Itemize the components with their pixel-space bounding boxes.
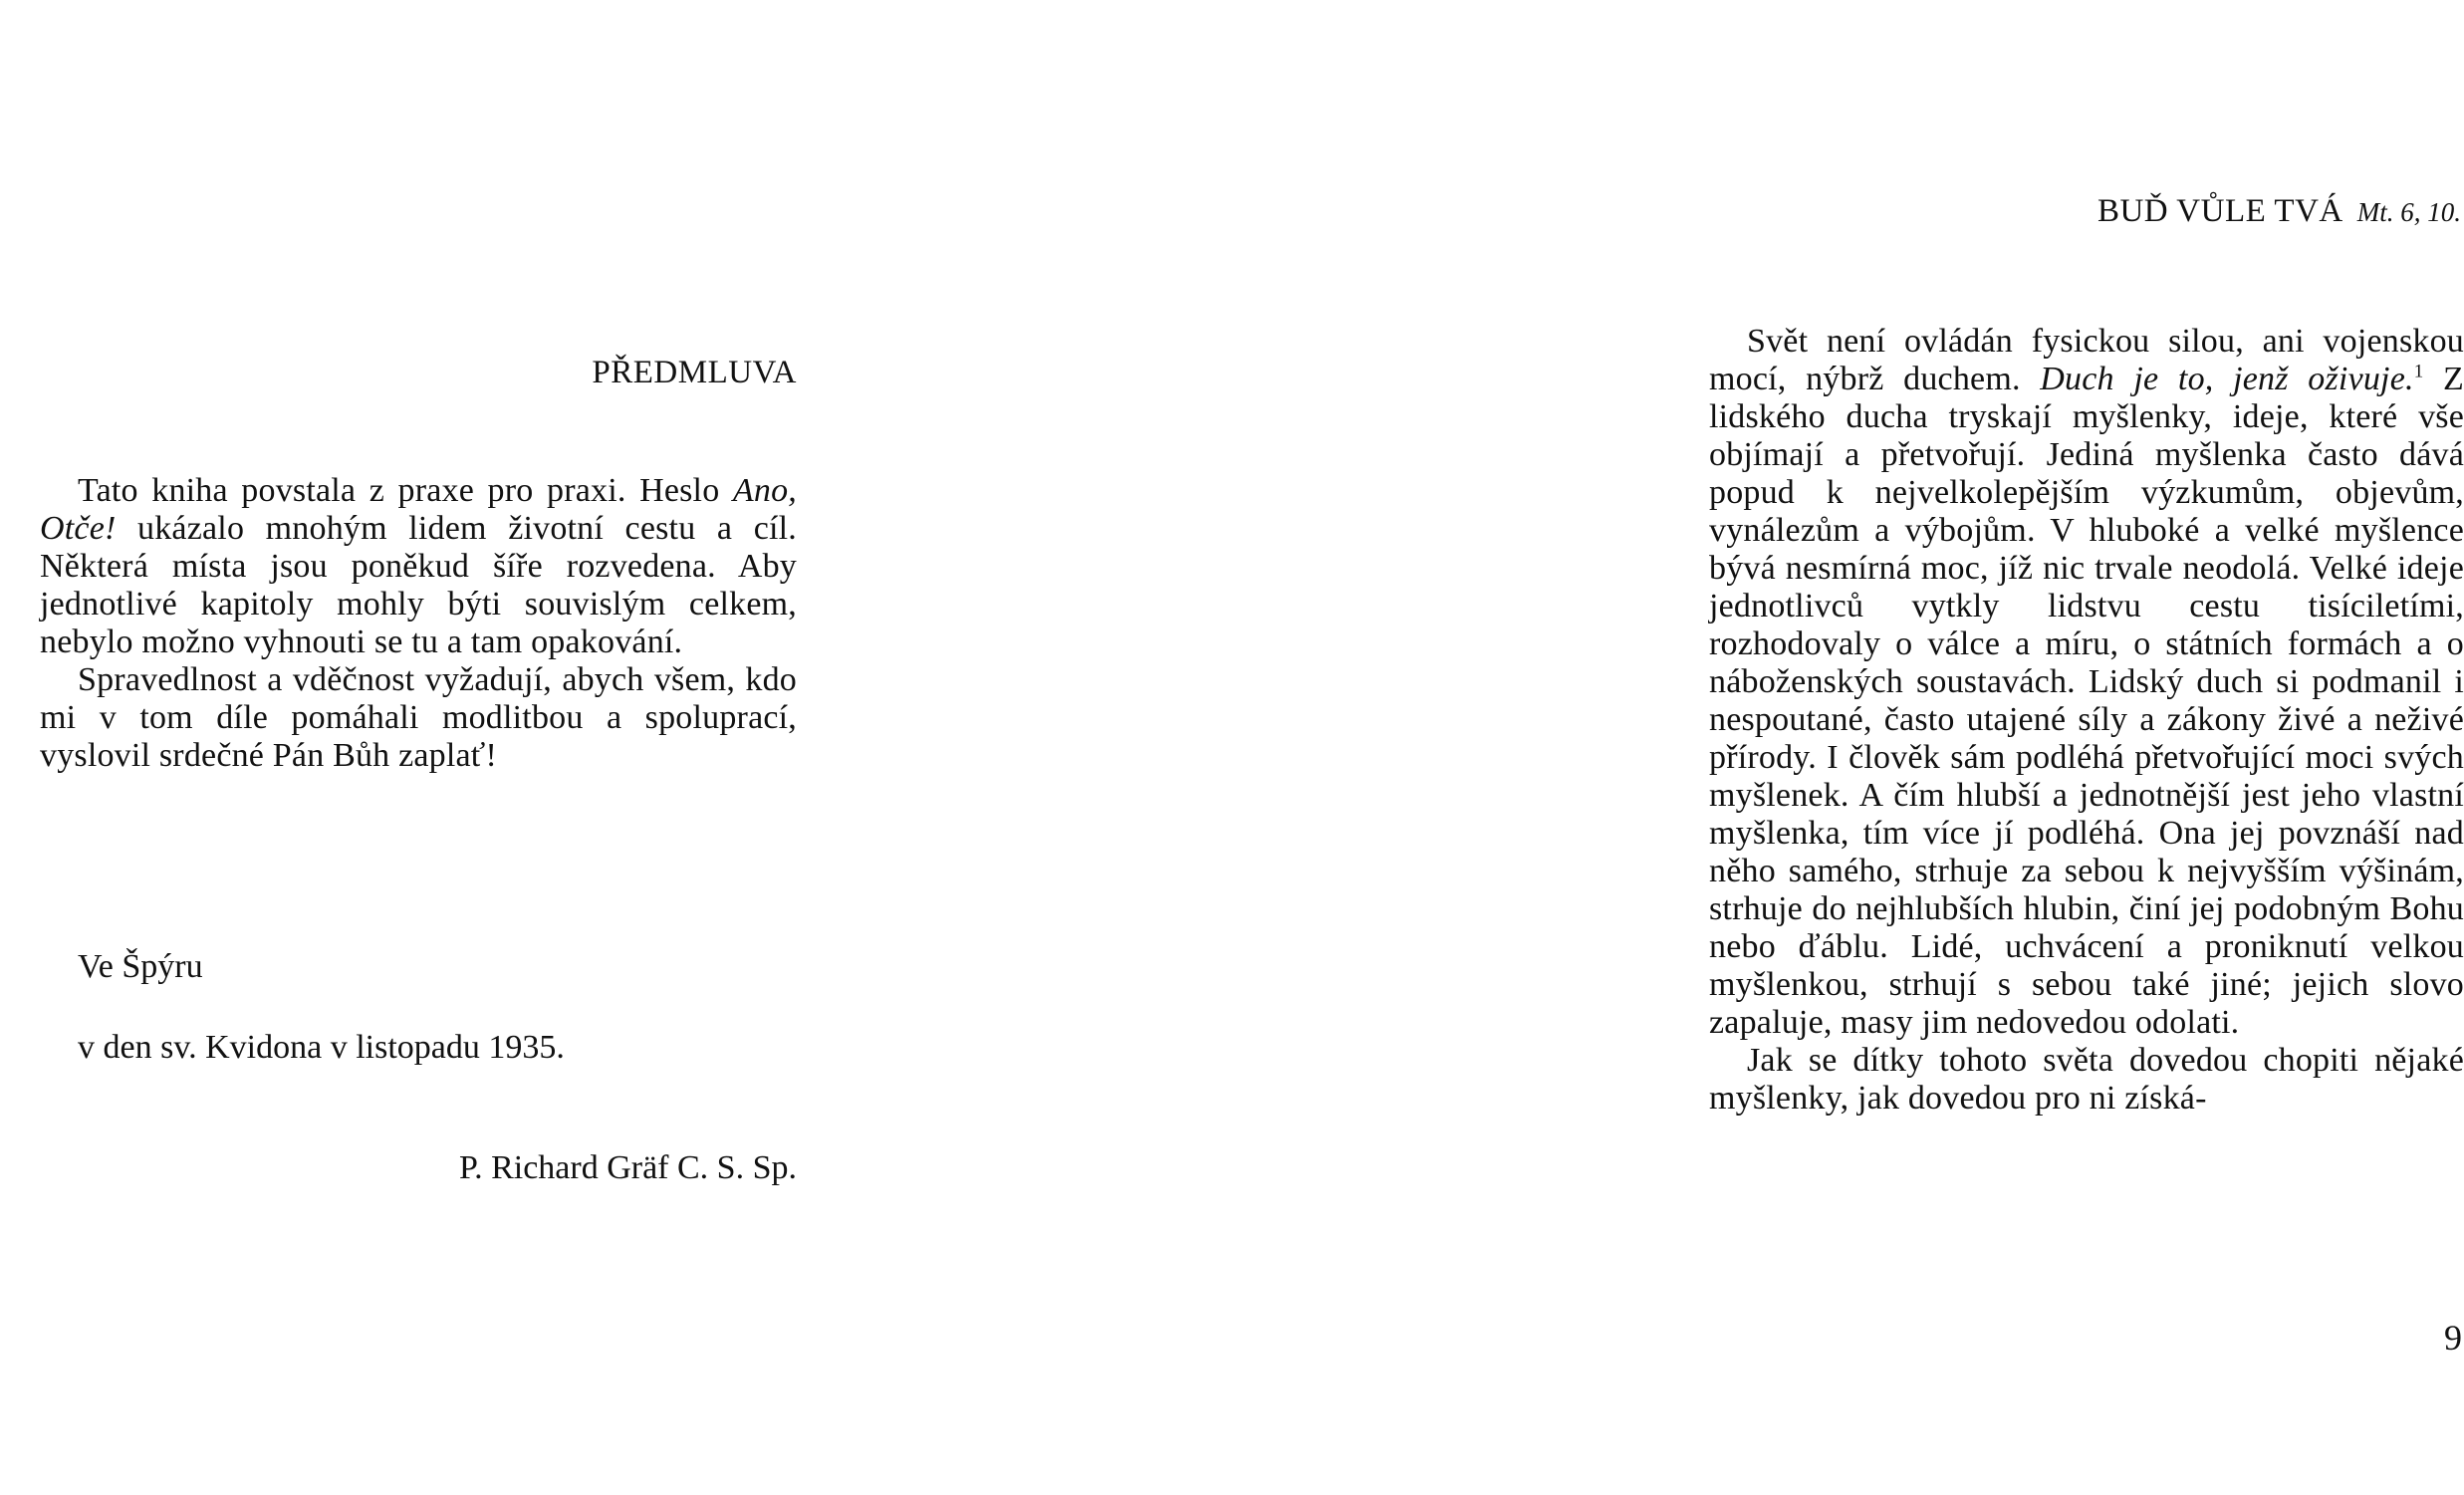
chapter-body xyxy=(1709,323,2464,1118)
preface-paragraph xyxy=(40,472,797,661)
running-head xyxy=(1978,193,2461,230)
chapter-paragraph: Jak se dítky tohoto světa dovedou chopiti nějaké myšlenky, jak dovedou pro ni získá- xyxy=(1709,1042,2464,1117)
preface-text: Tato kniha povstala z praxe pro praxi. Heslo xyxy=(78,472,733,509)
chapter-paragraph xyxy=(1709,323,2464,1042)
chapter-quote: Duch je to, jenž oživuje. xyxy=(2040,361,2414,397)
running-title: BUĎ VŮLE TVÁ xyxy=(2096,193,2343,229)
preface-heading: PŘEDMLUVA xyxy=(592,355,797,390)
bible-reference: Mt. 6, 10. xyxy=(2356,197,2461,227)
preface-motto: Ano, Otče! xyxy=(40,472,797,547)
preface-paragraph: Spravedlnost a vděčnost vyžadují, abych všem, kdo mi v tom díle pomáhali modlitbou a spoluprací, vyslovil srdečné Pán Bůh zaplať! xyxy=(40,661,797,774)
chapter-text: Z lidského ducha tryskají myšlenky, ideje, které vše objímají a přetvořují. Jediná myšlenka často dává popud k nejvelkolepějším výzkumům, objevům, vynálezům a výbojům. V hluboké a velké myšlence bývá nesmírná moc, jíž nic trvale neodolá. Velké ideje jednotlivců vytkly lidstvu cestu tisíciletími, rozhodovaly o válce a míru, o státních formách a o náboženských soustavách. Lidský duch si podmanil i nespoutané, často utajené síly a zákony živé a neživé přírody. I člověk sám podléhá přetvořující moci svých myšlenek. A čím hlubší a jednotnější jest jeho vlastní myšlenka, tím více jí podléhá. Ona jej povznáší nad něho samého, strhuje za sebou k nejvyšším výšinám, strhuje do nejhlubších hlubin, činí jej podobným Bohu nebo ďáblu. Lidé, uchvácení a proniknutí velkou myšlenkou, strhují s sebou také jiné; jejich slovo zapaluje, masy jim nedovedou odolati. xyxy=(1709,361,2464,1041)
preface-place: Ve Špýru xyxy=(78,948,203,985)
preface-date: v den sv. Kvidona v listopadu 1935. xyxy=(78,1029,565,1066)
right-page xyxy=(833,0,2464,1495)
chapter-text: Svět není ovládán fysickou silou, ani vojenskou mocí, nýbrž duchem. xyxy=(1709,323,2464,397)
preface-text: ukázalo mnohým lidem životní cestu a cíl. Některá místa jsou poněkud šíře rozvedena. Aby jednotlivé kapitoly mohly býti souvislým celkem, nebylo možno vyhnouti se tu a tam opakování. xyxy=(40,510,797,660)
preface-body xyxy=(40,472,797,775)
footnote-marker: 1 xyxy=(2413,361,2424,382)
preface-signature: P. Richard Gräf C. S. Sp. xyxy=(458,1149,797,1186)
page-number: 9 xyxy=(2444,1318,2462,1358)
left-page xyxy=(0,0,833,1495)
